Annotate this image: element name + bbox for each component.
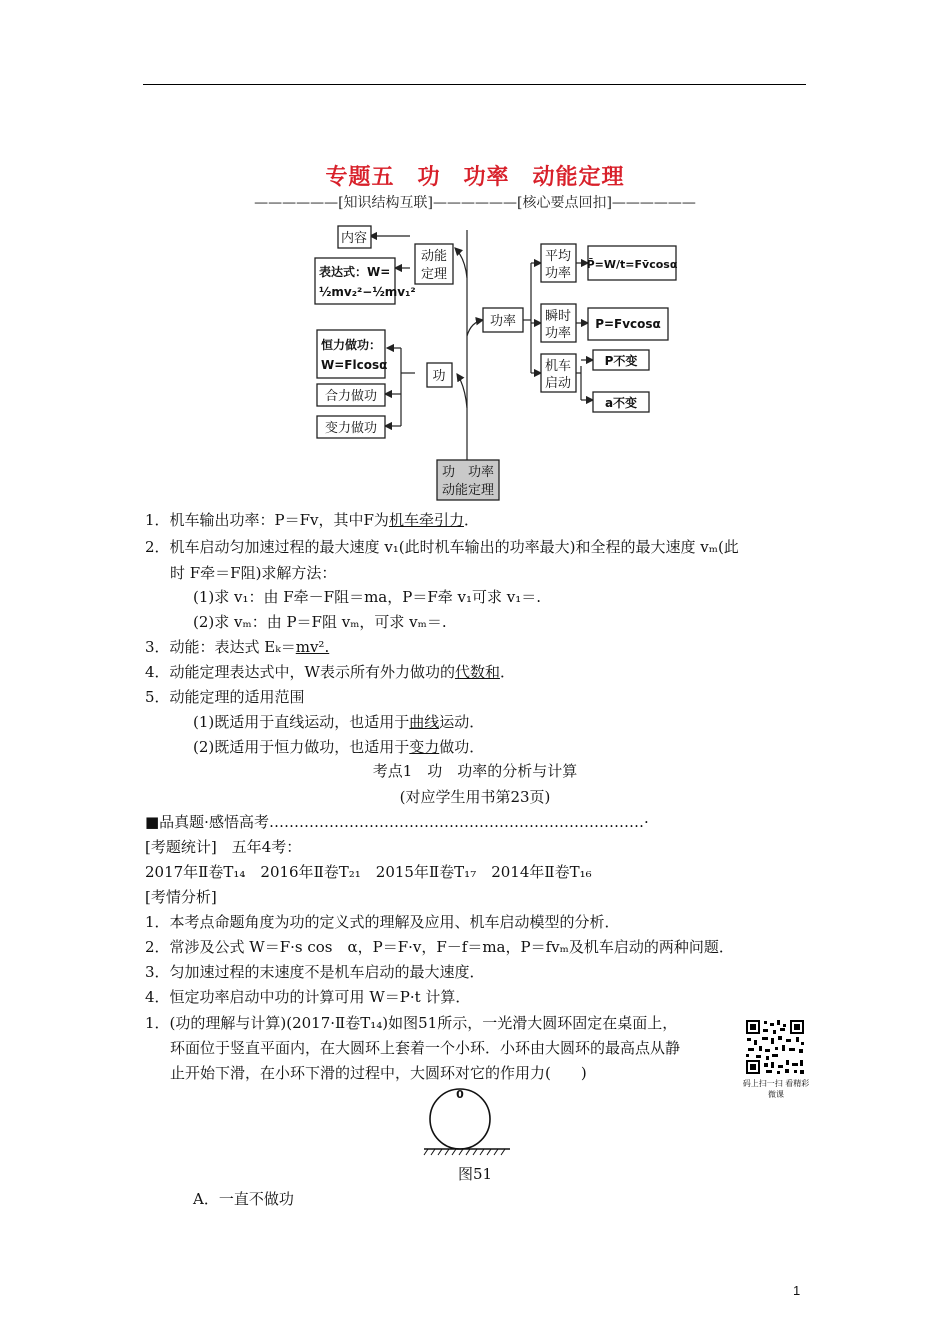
- diagram-node: 瞬时: [544, 309, 572, 324]
- question-1-line-2: 环面位于竖直平面内，在大圆环上套着一个小环．小环由大圆环的最高点从静: [170, 1039, 681, 1057]
- diagram-node: W=Flcosα: [321, 358, 388, 372]
- section-subtitle: ——————[知识结构互联]——————[核心要点回扣]——————: [254, 195, 696, 211]
- diagram-node: 定理: [420, 267, 448, 282]
- point-2-sub-2: (2)求 vₘ：由 P＝F阻 vₘ，可求 vₘ＝.: [193, 613, 447, 631]
- diagram-root: 功 功率: [441, 465, 495, 480]
- option-a[interactable]: A．一直不做功: [193, 1190, 294, 1208]
- figure-label: 图51: [457, 1165, 493, 1183]
- diagram-node: 机车: [544, 359, 572, 374]
- diagram-node: 表达式：W=: [319, 265, 391, 279]
- point-5-sub-1: (1)既适用于直线运动，也适用于曲线运动．: [193, 713, 485, 731]
- analysis-1: 1．本考点命题角度为功的定义式的理解及应用、机车启动模型的分析．: [145, 913, 620, 931]
- diagram-node: P=Fvcosα: [595, 317, 661, 331]
- question-1-line-1: 1．(功的理解与计算)(2017·Ⅱ卷T₁₄)如图51所示，一光滑大圆环固定在桌面上，: [145, 1014, 678, 1032]
- diagram-node: a不变: [604, 396, 638, 410]
- diagram-node: P̄=W/t=Fv̄cosα: [586, 258, 678, 271]
- point-5: 5．动能定理的适用范围: [145, 688, 305, 706]
- diagram-node: 功率: [489, 314, 517, 329]
- analysis-2: 2．常涉及公式 W＝F·s cos α，P＝F·v，F－f＝ma，P＝fvₘ及机车启动的两种问题．: [145, 938, 734, 956]
- diagram-node: ½mv₂²−½mv₁²: [319, 285, 416, 299]
- point-5-sub-2: (2)既适用于恒力做功，也适用于变力做功．: [193, 738, 485, 756]
- diagram-node: 功率: [544, 266, 572, 281]
- question-1-line-3: 止开始下滑，在小环下滑的过程中，大圆环对它的作用力( ): [170, 1064, 587, 1082]
- section-banner: ■品真题·感悟高考…………………………………………………………………·: [145, 813, 649, 831]
- diagram-node: 启动: [544, 376, 572, 391]
- point-2-line-1: 2．机车启动匀加速过程的最大速度 v₁(此时机车输出的功率最大)和全程的最大速度 vₘ(此: [145, 538, 739, 556]
- qr-code-icon[interactable]: [744, 1018, 806, 1076]
- knowledge-diagram: [305, 218, 685, 503]
- stats-items: 2017年Ⅱ卷T₁₄ 2016年Ⅱ卷T₂₁ 2015年Ⅱ卷T₁₇ 2014年Ⅱ卷T₁₆: [145, 863, 592, 881]
- section-heading: 考点1 功 功率的分析与计算: [372, 762, 578, 780]
- header-rule: [143, 84, 806, 85]
- page-number: 1: [793, 1283, 801, 1298]
- point-2-sub-1: (1)求 v₁：由 F牵－F阻＝ma，P＝F牵 v₁可求 v₁＝.: [193, 588, 542, 606]
- diagram-node: 功率: [544, 326, 572, 341]
- point-4: 4．动能定理表达式中，W表示所有外力做功的代数和．: [145, 663, 515, 681]
- diagram-node: 平均: [544, 249, 572, 264]
- analysis-label: [考情分析]: [145, 888, 217, 906]
- diagram-node: 动能: [420, 249, 448, 264]
- point-1: 1．机车输出功率：P＝Fv，其中F为机车牵引力．: [145, 511, 479, 529]
- diagram-node: P不变: [604, 354, 638, 368]
- page-title: 专题五 功 功率 动能定理: [325, 164, 625, 190]
- analysis-4: 4．恒定功率启动中功的计算可用 W＝P·t 计算．: [145, 988, 471, 1006]
- diagram-node: 恒力做功：: [321, 338, 382, 352]
- diagram-root: 动能定理: [441, 483, 495, 498]
- analysis-3: 3．匀加速过程的末速度不是机车启动的最大速度．: [145, 963, 485, 981]
- diagram-node: 合力做功: [324, 389, 378, 404]
- qr-caption: 码上扫一扫 看精彩微课: [742, 1079, 810, 1099]
- section-ref: (对应学生用书第23页): [399, 788, 551, 806]
- diagram-node: 变力做功: [324, 421, 378, 436]
- figure-ring: [420, 1085, 530, 1157]
- point-2-line-2: 时 F牵＝F阻)求解方法：: [170, 564, 337, 582]
- diagram-node: 功: [432, 369, 446, 384]
- diagram-node: 内容: [340, 231, 368, 246]
- point-3: 3．动能：表达式 Eₖ＝mv².: [145, 638, 330, 656]
- stats-label: [考题统计] 五年4考：: [145, 838, 302, 856]
- figure-point-label: 0: [456, 1088, 464, 1101]
